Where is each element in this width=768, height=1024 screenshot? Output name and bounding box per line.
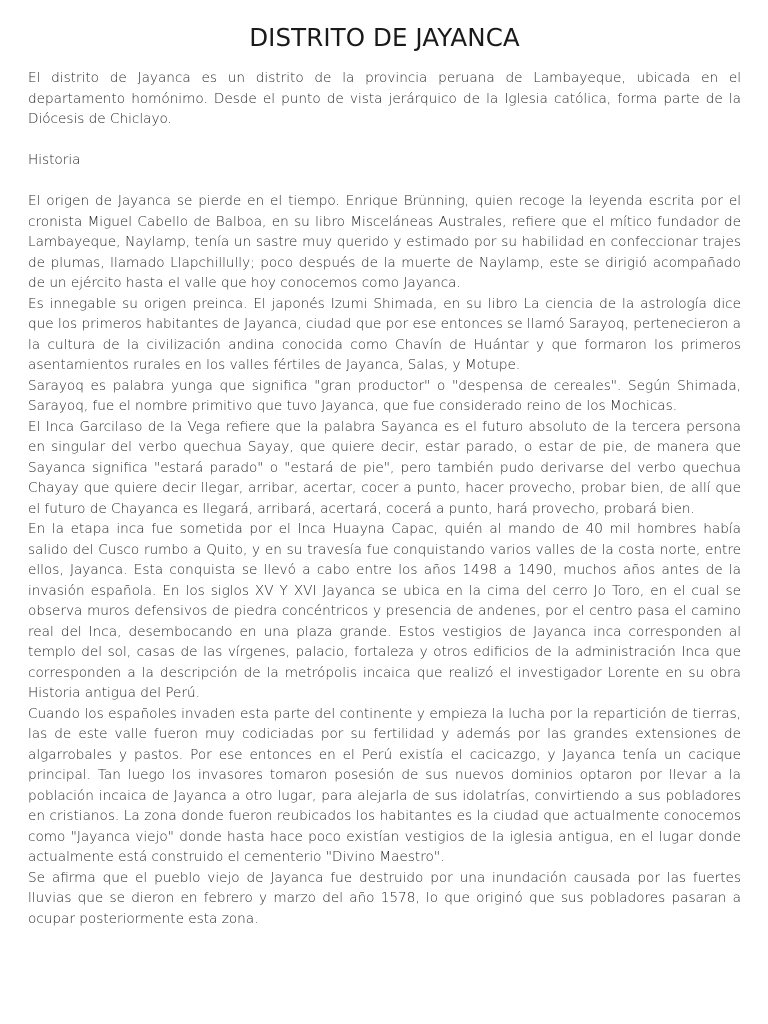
history-paragraph: El Inca Garcilaso de la Vega refiere que la palabra Sayanca es el futuro absoluto de la tercera persona en singular del verbo quechua Sayay, que quiere decir, estar parado, o estar de pie, de manera que Sayanca significa "estará parado" o "estará de pie", pero también pudo derivarse del verbo quechua Chayay que quiere decir llegar, arribar, acertar, cocer a punto, hacer provecho, probar bien, de allí que el futuro de Chayanca es llegará, arribará, acertará, cocerá a punto, hará provecho, probará bien. xyxy=(28,418,741,517)
history-paragraph: Se afirma que el pueblo viejo de Jayanca fue destruido por una inundación causada por las fuertes lluvias que se dieron en febrero y marzo del año 1578, lo que originó que sus pobladores pasaran a ocupar posteriormente esta zona. xyxy=(28,869,741,927)
history-paragraph: Es innegable su origen preinca. El japonés Izumi Shimada, en su libro La ciencia de la astrología dice que los primeros habitantes de Jayanca, ciudad que por ese entonces se llamó Sarayoq, pertenecieron a la cultura de la civilización andina conocida como Chavín de Huántar y que formaron los primeros asentamientos rurales en los valles fértiles de Jayanca, Salas, y Motupe. xyxy=(28,295,741,373)
intro-paragraph: El distrito de Jayanca es un distrito de la provincia peruana de Lambayeque, ubicada en el departamento homónimo. Desde el punto de vista jerárquico de la Iglesia católica, forma parte de la Diócesis de Chiclayo. xyxy=(28,70,741,127)
history-paragraph: Cuando los españoles invaden esta parte del continente y empieza la lucha por la repartición de tierras, las de este valle fueron muy codiciadas por su fertilidad y además por las grandes extensiones de algarrobales y pastos. Por ese entonces en el Perú existía el cacicazgo, y Jayanca tenía un cacique principal. Tan luego los invasores tomaron posesión de sus nuevos dominios optaron por llevar a la población incaica de Jayanca a otro lugar, para alejarla de sus idolatrías, convirtiendo a sus pobladores en cristianos. La zona donde fueron reubicados los habitantes es la ciudad que actualmente conocemos como "Jayanca viejo" donde hasta hace poco existían vestigios de la iglesia antigua, en el lugar donde actualmente está construido el cementerio "Divino Maestro". xyxy=(28,705,741,865)
document-title: DISTRITO DE JAYANCA xyxy=(249,23,520,52)
history-paragraph: En la etapa inca fue sometida por el Inca Huayna Capac, quién al mando de 40 mil hombres había salido del Cusco rumbo a Quito, y en su travesía fue conquistando varios valles de la costa norte, entre ellos, Jayanca. Esta conquista se llevó a cabo entre los años 1498 a 1490, muchos años antes de la invasión española. En los siglos XV Y XVI Jayanca se ubica en la cima del cerro Jo Toro, en el cual se observa muros defensivos de piedra concéntricos y presencia de andenes, por el centro pasa el camino real del Inca, desembocando en una plaza grande. Estos vestigios de Jayanca inca corresponden al templo del sol, casas de las vírgenes, palacio, fortaleza y otros edificios de la administración Inca que corresponden a la descripción de la metrópolis incaica que realizó el investigador Lorente en su obra Historia antigua del Perú. xyxy=(28,521,741,701)
document-body xyxy=(28,68,741,929)
section-heading-historia: Historia xyxy=(28,152,81,168)
history-paragraph: Sarayoq es palabra yunga que significa "gran productor" o "despensa de cereales". Según Shimada, Sarayoq, fue el nombre primitivo que tuvo Jayanca, que fue considerado reino de los Mochicas. xyxy=(28,377,741,414)
history-paragraph: El origen de Jayanca se pierde en el tiempo. Enrique Brünning, quien recoge la leyenda escrita por el cronista Miguel Cabello de Balboa, en su libro Misceláneas Australes, refiere que el mítico fundador de Lambayeque, Naylamp, tenía un sastre muy querido y estimado por su habilidad en confeccionar trajes de plumas, llamado Llapchillully; poco después de la muerte de Naylamp, este se dirigió acompañado de un ejército hasta el valle que hoy conocemos como Jayanca. xyxy=(28,193,741,291)
